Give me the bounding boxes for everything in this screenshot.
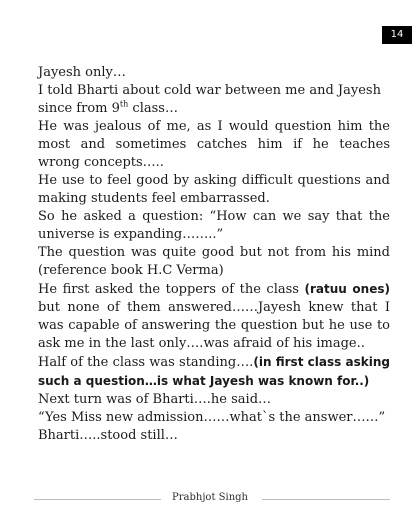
footer-author: Prabhjot Singh bbox=[172, 492, 248, 503]
paragraph bbox=[38, 353, 390, 391]
paragraph: The question was quite good but not from his mind (reference book H.C Verma) bbox=[38, 245, 390, 278]
text-span: but none of them answered……Jayesh knew that I was capable of answering the question but he use to ask me in the last only….was afraid of his image.. bbox=[38, 300, 390, 351]
text-line: I told Bharti about cold war between me and Jayesh bbox=[38, 83, 381, 98]
paragraph: So he asked a question: “How can we say that the universe is expanding……..” bbox=[38, 209, 390, 242]
paragraph: Bharti…..stood still… bbox=[38, 428, 178, 443]
bold-text: (in first class asking such a question…is what Jayesh was known for..) bbox=[38, 355, 390, 388]
text-span: Half of the class was standing…. bbox=[38, 355, 254, 370]
bold-text: (ratuu ones) bbox=[304, 282, 390, 296]
footer-divider-right bbox=[262, 499, 390, 500]
paragraph: “Yes Miss new admission……what`s the answer……” bbox=[38, 410, 386, 425]
opening-paragraph bbox=[38, 64, 390, 118]
page-number: 14 bbox=[382, 26, 412, 44]
text-line: class… bbox=[128, 101, 178, 116]
superscript: th bbox=[119, 99, 129, 109]
paragraph: He use to feel good by asking difficult questions and making students feel embarrassed. bbox=[38, 173, 390, 206]
text-span: He first asked the toppers of the class bbox=[38, 282, 305, 297]
page-body bbox=[38, 64, 390, 445]
paragraph: He was jealous of me, as I would question him the most and sometimes catches him if he teaches wrong concepts….. bbox=[38, 119, 390, 170]
text-line: Jayesh only… bbox=[38, 65, 126, 80]
paragraph bbox=[38, 280, 390, 353]
paragraph: Next turn was of Bharti….he said… bbox=[38, 392, 272, 407]
text-line: since from 9 bbox=[38, 101, 120, 116]
